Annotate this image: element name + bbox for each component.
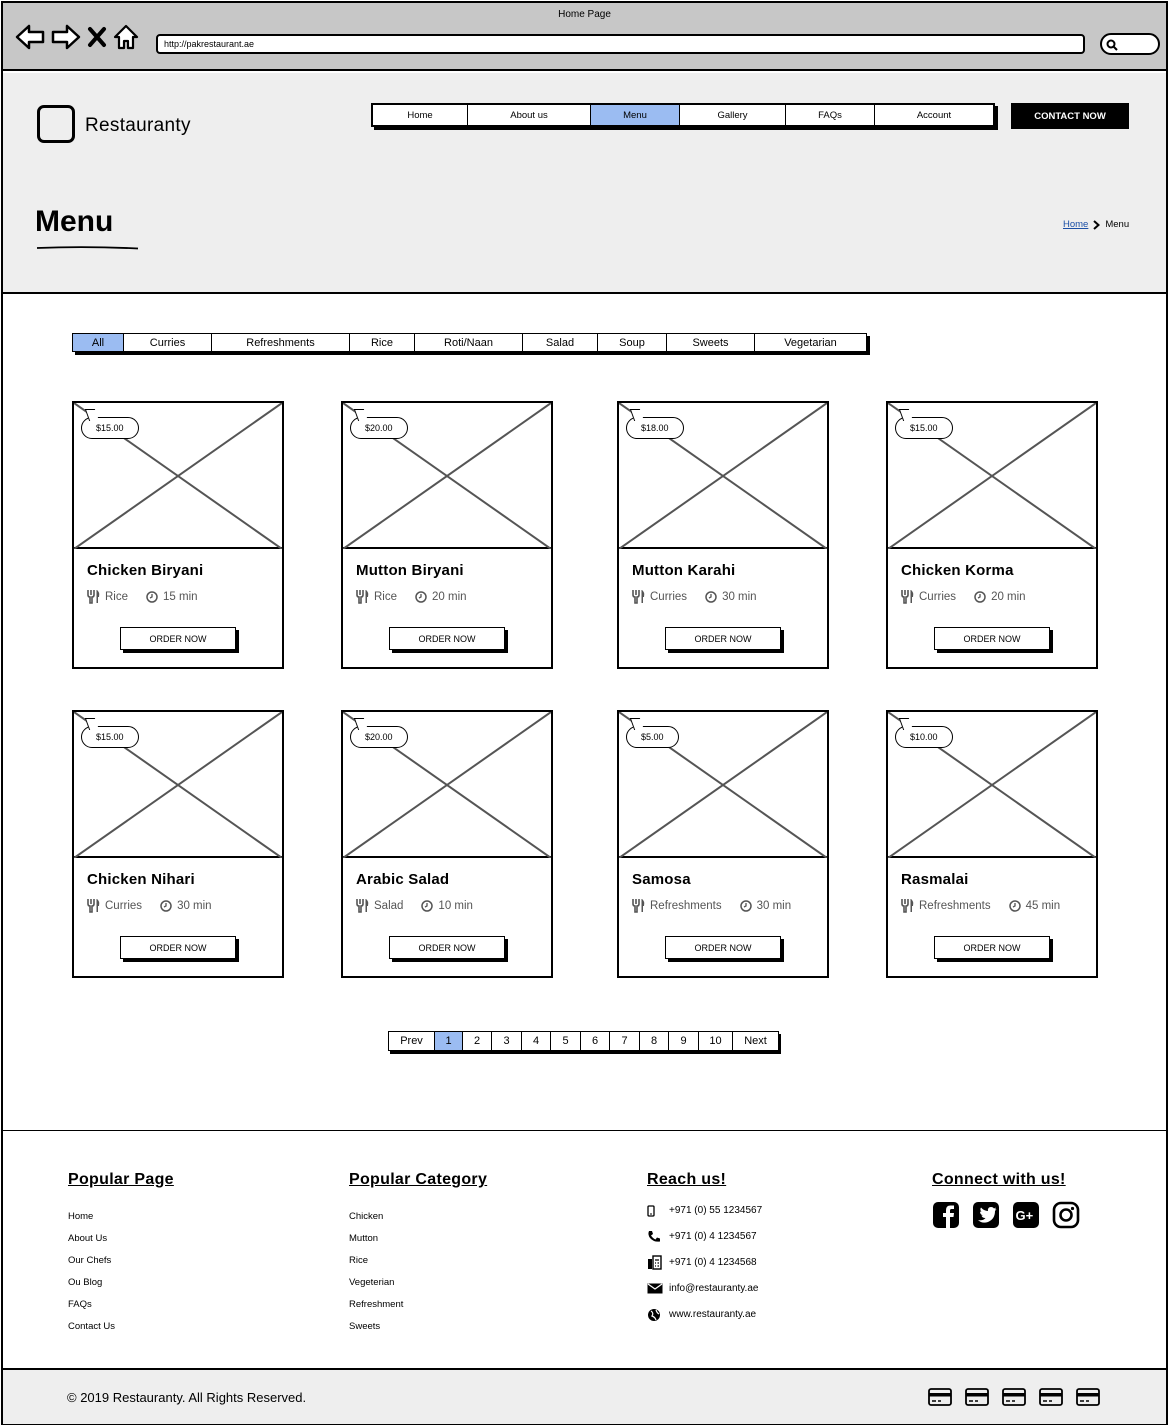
item-category: Curries [650, 590, 688, 603]
price-badge [81, 726, 139, 748]
page-6[interactable]: 6 [581, 1032, 610, 1050]
page-5[interactable]: 5 [551, 1032, 581, 1050]
title-underline [36, 245, 140, 251]
item-meta [356, 589, 467, 604]
footer-cat-mutton[interactable]: Mutton [349, 1233, 379, 1244]
footer-bottom-bar [3, 1368, 1166, 1424]
item-name: Rasmalai [901, 871, 969, 888]
pagination [388, 1031, 779, 1051]
phone-icon [647, 1230, 669, 1243]
contact-now-button[interactable]: CONTACT NOW [1011, 103, 1129, 129]
clock-icon [974, 591, 986, 603]
menu-item-card[interactable] [341, 710, 553, 978]
fax-icon [647, 1255, 669, 1270]
nav-item-faqs[interactable]: FAQs [786, 105, 875, 125]
order-now-button[interactable]: ORDER NOW [389, 936, 505, 959]
page-1[interactable]: 1 [435, 1032, 463, 1050]
price-badge [81, 417, 139, 439]
footer-heading: Popular Page [68, 1171, 174, 1188]
filter-sweets[interactable]: Sweets [667, 334, 755, 351]
credit-card-icon [1002, 1388, 1026, 1411]
main-nav [371, 103, 995, 127]
window-title: Home Page [558, 9, 611, 20]
clock-icon [146, 591, 158, 603]
item-name: Mutton Karahi [632, 562, 736, 579]
item-name: Chicken Korma [901, 562, 1014, 579]
reach-phone-text[interactable]: +971 (0) 4 1234567 [669, 1231, 757, 1242]
breadcrumb-current: Menu [1105, 219, 1130, 230]
menu-item-card[interactable] [72, 401, 284, 669]
price-badge [895, 726, 953, 748]
breadcrumb [1063, 219, 1129, 230]
footer-cat-sweets[interactable]: Sweets [349, 1321, 381, 1332]
email-icon [647, 1283, 669, 1294]
footer-heading: Connect with us! [932, 1171, 1066, 1188]
nav-item-gallery[interactable]: Gallery [680, 105, 786, 125]
item-category: Curries [919, 590, 957, 603]
filter-all[interactable]: All [73, 334, 124, 351]
utensils-icon [87, 898, 101, 913]
credit-card-icon [928, 1388, 952, 1411]
order-now-button[interactable]: ORDER NOW [665, 936, 781, 959]
facebook-icon[interactable] [932, 1201, 960, 1234]
menu-item-card[interactable] [617, 710, 829, 978]
forward-arrow-icon[interactable] [51, 23, 81, 51]
item-time: 15 min [163, 590, 198, 603]
price-badge [350, 417, 408, 439]
reach-fax-text[interactable]: +971 (0) 4 1234568 [669, 1257, 757, 1268]
item-price: $20.00 [365, 423, 393, 433]
footer-cat-chicken[interactable]: Chicken [349, 1211, 384, 1222]
reach-fax [647, 1255, 762, 1270]
item-price: $15.00 [910, 423, 938, 433]
price-badge [895, 417, 953, 439]
utensils-icon [901, 589, 915, 604]
menu-item-card[interactable] [886, 401, 1098, 669]
item-meta [901, 589, 1026, 604]
home-icon[interactable] [113, 23, 139, 51]
footer-link-faqs[interactable]: FAQs [68, 1299, 92, 1310]
footer-cat-vegetarian[interactable]: Vegeterian [349, 1277, 395, 1288]
page-8[interactable]: 8 [640, 1032, 669, 1050]
utensils-icon [356, 589, 370, 604]
item-category: Refreshments [919, 899, 991, 912]
browser-chrome [3, 3, 1166, 71]
logo-icon[interactable] [37, 105, 75, 143]
order-now-button[interactable]: ORDER NOW [934, 627, 1050, 650]
nav-item-menu[interactable]: Menu [591, 105, 680, 125]
utensils-icon [356, 898, 370, 913]
reach-email-text[interactable]: info@restauranty.ae [669, 1283, 759, 1294]
footer-cat-rice[interactable]: Rice [349, 1255, 369, 1266]
item-name: Chicken Nihari [87, 871, 195, 888]
footer-link-about[interactable]: About Us [68, 1233, 108, 1244]
page-3[interactable]: 3 [492, 1032, 522, 1050]
globe-icon [647, 1308, 669, 1322]
reach-web-text[interactable]: www.restauranty.ae [669, 1309, 757, 1320]
item-price: $20.00 [365, 732, 393, 742]
footer-link-contact[interactable]: Contact Us [68, 1321, 115, 1332]
footer-heading: Popular Category [349, 1171, 488, 1188]
item-price: $15.00 [96, 423, 124, 433]
item-meta [87, 898, 212, 913]
pagination-next[interactable]: Next [744, 1035, 767, 1047]
utensils-icon [632, 898, 646, 913]
category-filter [72, 333, 867, 352]
order-now-button[interactable]: ORDER NOW [665, 627, 781, 650]
filter-rice[interactable]: Rice [350, 334, 415, 351]
page-7[interactable]: 7 [610, 1032, 640, 1050]
footer-divider [3, 1130, 1166, 1131]
filter-soup[interactable]: Soup [598, 334, 667, 351]
filter-roti-naan[interactable]: Roti/Naan [415, 334, 523, 351]
credit-card-icon [1076, 1388, 1100, 1411]
nav-item-about[interactable]: About us [468, 105, 591, 125]
pagination-prev[interactable]: Prev [389, 1032, 435, 1050]
footer-popular-category [349, 1171, 487, 1343]
page-4[interactable]: 4 [522, 1032, 551, 1050]
payment-methods [928, 1388, 1100, 1411]
item-time: 30 min [722, 590, 757, 603]
item-time: 30 min [756, 899, 792, 912]
item-meta [901, 898, 1060, 913]
price-badge [350, 726, 408, 748]
page-10[interactable]: 10 [699, 1032, 733, 1050]
logo-text[interactable]: Restauranty [85, 115, 191, 136]
svg-text:G+: G+ [1015, 1208, 1034, 1223]
page-title: Menu [35, 205, 114, 238]
clock-icon [421, 900, 433, 912]
nav-item-home[interactable]: Home [373, 105, 468, 125]
footer-cat-refreshment[interactable]: Refreshment [349, 1299, 404, 1310]
clock-icon [415, 591, 427, 603]
item-category: Curries [105, 899, 143, 912]
order-now-button[interactable]: ORDER NOW [120, 936, 236, 959]
item-price: $18.00 [641, 423, 669, 433]
menu-item-card[interactable] [341, 401, 553, 669]
item-time: 20 min [991, 590, 1026, 603]
clock-icon [160, 900, 172, 912]
reach-mobile [647, 1203, 762, 1218]
item-time: 20 min [432, 590, 467, 603]
utensils-icon [632, 589, 646, 604]
price-badge [626, 726, 679, 748]
filter-salad[interactable]: Salad [523, 334, 598, 351]
twitter-icon[interactable] [972, 1201, 1000, 1234]
footer-link-home[interactable]: Home [68, 1211, 94, 1222]
instagram-icon[interactable] [1052, 1201, 1080, 1234]
footer-reach-us [647, 1171, 762, 1333]
mobile-icon [647, 1205, 669, 1217]
footer-connect [932, 1171, 1080, 1234]
item-meta [632, 589, 757, 604]
order-now-button[interactable]: ORDER NOW [389, 627, 505, 650]
item-price: $15.00 [96, 732, 124, 742]
stop-icon[interactable] [87, 25, 107, 49]
item-time: 30 min [177, 899, 212, 912]
item-category: Salad [374, 899, 404, 912]
browser-search-field[interactable] [1100, 33, 1160, 55]
order-now-button[interactable]: ORDER NOW [120, 627, 236, 650]
clock-icon [1009, 900, 1021, 912]
footer-popular-page [68, 1171, 174, 1343]
footer-heading: Reach us! [647, 1171, 727, 1188]
menu-item-card[interactable] [72, 710, 284, 978]
site-header [3, 73, 1166, 294]
nav-item-account[interactable]: Account [916, 109, 952, 121]
item-time: 10 min [438, 899, 473, 912]
reach-mobile-text[interactable]: +971 (0) 55 1234567 [669, 1205, 763, 1216]
filter-refreshments[interactable]: Refreshments [212, 334, 350, 351]
footer-link-blog[interactable]: Ou Blog [68, 1277, 103, 1288]
utensils-icon [87, 589, 101, 604]
reach-email [647, 1281, 762, 1296]
item-name: Mutton Biryani [356, 562, 464, 579]
clock-icon [740, 900, 752, 912]
url-input[interactable]: http://pakrestaurant.ae [156, 34, 1085, 54]
menu-item-card[interactable] [886, 710, 1098, 978]
order-now-button[interactable]: ORDER NOW [934, 936, 1050, 959]
item-price: $5.00 [641, 732, 664, 742]
search-icon [1106, 39, 1118, 51]
credit-card-icon [965, 1388, 989, 1411]
reach-web [647, 1307, 762, 1322]
credit-card-icon [1039, 1388, 1063, 1411]
utensils-icon [901, 898, 915, 913]
item-category: Refreshments [650, 899, 722, 912]
menu-item-card[interactable] [617, 401, 829, 669]
item-meta [632, 898, 791, 913]
item-time: 45 min [1025, 899, 1061, 912]
google-plus-icon[interactable] [1012, 1201, 1040, 1234]
item-name: Chicken Biryani [87, 562, 204, 579]
page-2[interactable]: 2 [463, 1032, 492, 1050]
item-name: Samosa [632, 871, 691, 888]
reach-phone [647, 1229, 762, 1244]
copyright-text: © 2019 Restauranty. All Rights Reserved. [67, 1390, 307, 1405]
clock-icon [705, 591, 717, 603]
item-category: Rice [105, 590, 129, 603]
item-name: Arabic Salad [356, 871, 450, 888]
breadcrumb-home-link[interactable]: Home [1063, 219, 1089, 230]
filter-curries[interactable]: Curries [124, 334, 212, 351]
footer-link-chefs[interactable]: Our Chefs [68, 1255, 112, 1266]
page-9[interactable]: 9 [669, 1032, 699, 1050]
item-category: Rice [374, 590, 398, 603]
chevron-right-icon [1093, 220, 1100, 230]
item-price: $10.00 [910, 732, 938, 742]
price-badge [626, 417, 684, 439]
filter-vegetarian[interactable]: Vegetarian [784, 336, 837, 349]
item-meta [87, 589, 198, 604]
item-meta [356, 898, 473, 913]
back-arrow-icon[interactable] [15, 23, 45, 51]
